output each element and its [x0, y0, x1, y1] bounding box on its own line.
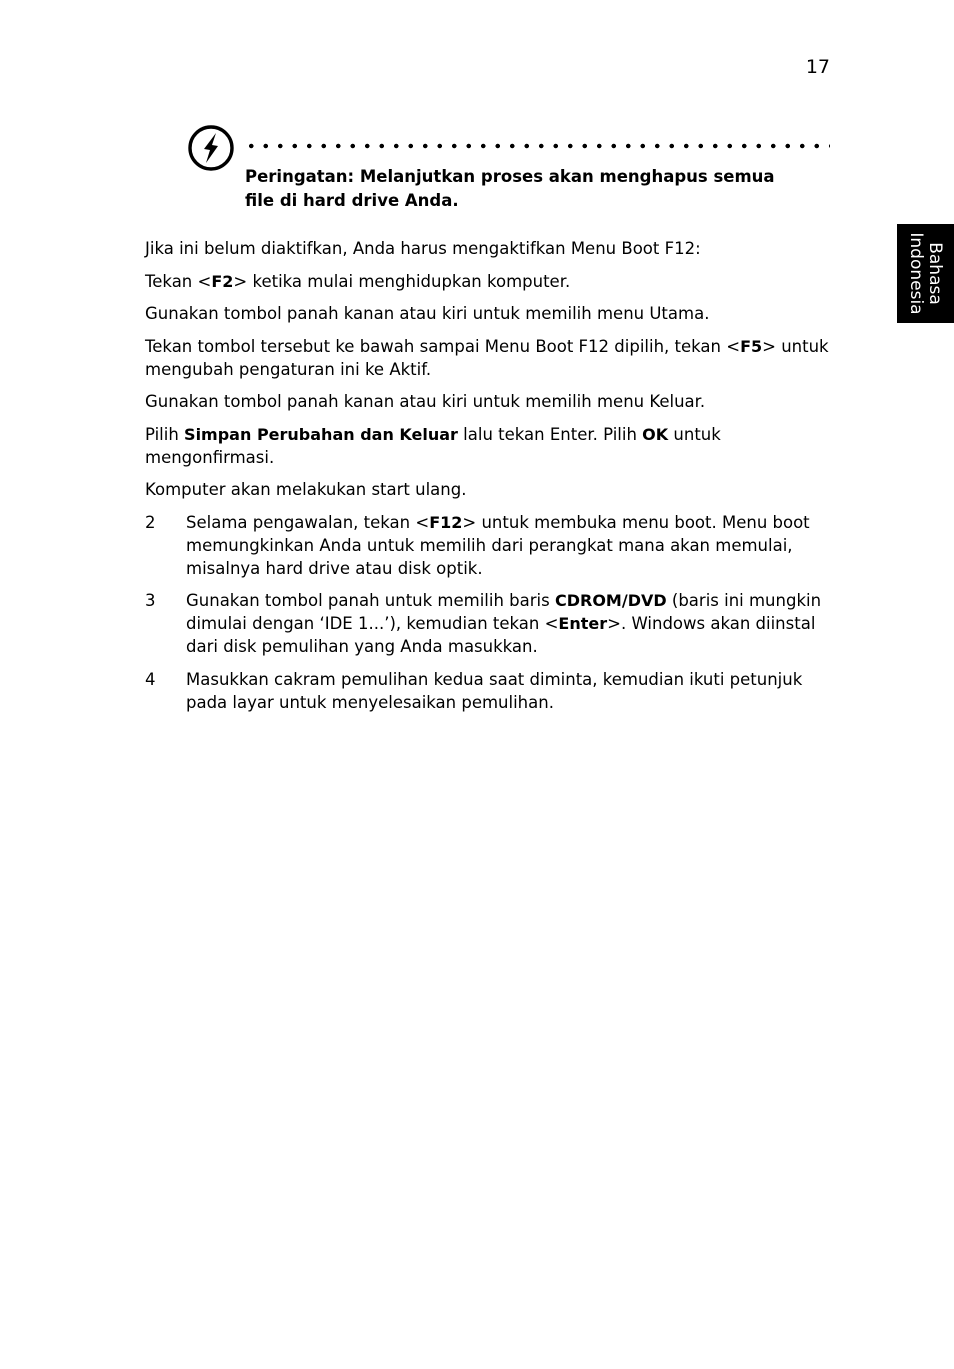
language-tab-line2: Indonesia: [906, 232, 927, 315]
step-3-text-a: Gunakan tombol panah untuk memilih baris: [186, 591, 555, 610]
step-3-text-b: (baris ini mungkin dimulai dengan ‘IDE 1...’), kemudian tekan <: [186, 591, 822, 633]
step-number: 3: [145, 591, 156, 610]
paragraph-6-text-b: lalu tekan Enter. Pilih: [457, 424, 643, 444]
key-f2: F2: [211, 271, 234, 291]
paragraph-6-text-a: Pilih: [145, 424, 185, 444]
body-content: [145, 237, 835, 723]
paragraph-2: [145, 270, 835, 293]
paragraph-1: Jika ini belum diaktifkan, Anda harus mengaktifkan Menu Boot F12:: [145, 239, 701, 258]
paragraph-2-text-b: > ketika mulai menghidupkan komputer.: [233, 271, 571, 291]
steps-list: [145, 511, 835, 714]
step-3-text-c: >. Windows akan diinstal dari disk pemulihan yang Anda masukkan.: [186, 614, 816, 656]
page-number: 17: [805, 56, 830, 78]
step-2-text-b: > untuk membuka menu boot. Menu boot memungkinkan Anda untuk memilih dari perangkat mana akan memulai, misalnya hard drive atau disk optik.: [186, 512, 810, 578]
paragraph-5: Gunakan tombol panah kanan atau kiri untuk memilih menu Keluar.: [145, 392, 706, 411]
step-item: [145, 511, 835, 580]
lightning-warning-icon: [187, 124, 235, 172]
paragraph-3: Gunakan tombol panah kanan atau kiri untuk memilih menu Utama.: [145, 304, 710, 323]
step-text: Masukkan cakram pemulihan kedua saat diminta, kemudian ikuti petunjuk pada layar untuk menyelesaikan pemulihan.: [186, 669, 803, 712]
key-f12: F12: [429, 512, 463, 532]
warning-text: Peringatan: Melanjutkan proses akan menghapus semua file di hard drive Anda.: [245, 167, 775, 210]
key-f5: F5: [740, 336, 763, 356]
paragraph-4-text-a: Tekan tombol tersebut ke bawah sampai Menu Boot F12 dipilih, tekan <: [145, 336, 741, 356]
key-enter: Enter: [558, 614, 608, 633]
step-item: [145, 589, 835, 658]
warning-divider: [244, 142, 830, 150]
step-text: [186, 589, 835, 658]
paragraph-4-text-b: > untuk mengubah pengaturan ini ke Aktif.: [145, 336, 829, 379]
step-text: [186, 511, 835, 580]
paragraph-6: [145, 423, 835, 469]
paragraph-2-text-a: Tekan <: [145, 271, 212, 291]
keyword-ok: OK: [642, 424, 669, 444]
step-2-text-a: Selama pengawalan, tekan <: [186, 512, 430, 532]
keyword-cdrom-dvd: CDROM/DVD: [554, 591, 667, 610]
keyword-save-exit: Simpan Perubahan dan Keluar: [184, 424, 458, 444]
paragraph-7: Komputer akan melakukan start ulang.: [145, 480, 467, 499]
paragraph-6-text-c: untuk mengonfirmasi.: [145, 424, 721, 467]
paragraph-4: [145, 335, 835, 381]
step-number: 4: [145, 669, 156, 689]
language-tab: [897, 224, 954, 323]
step-number: 2: [145, 512, 156, 532]
step-item: [145, 668, 835, 714]
language-tab-line1: Bahasa: [925, 242, 946, 305]
